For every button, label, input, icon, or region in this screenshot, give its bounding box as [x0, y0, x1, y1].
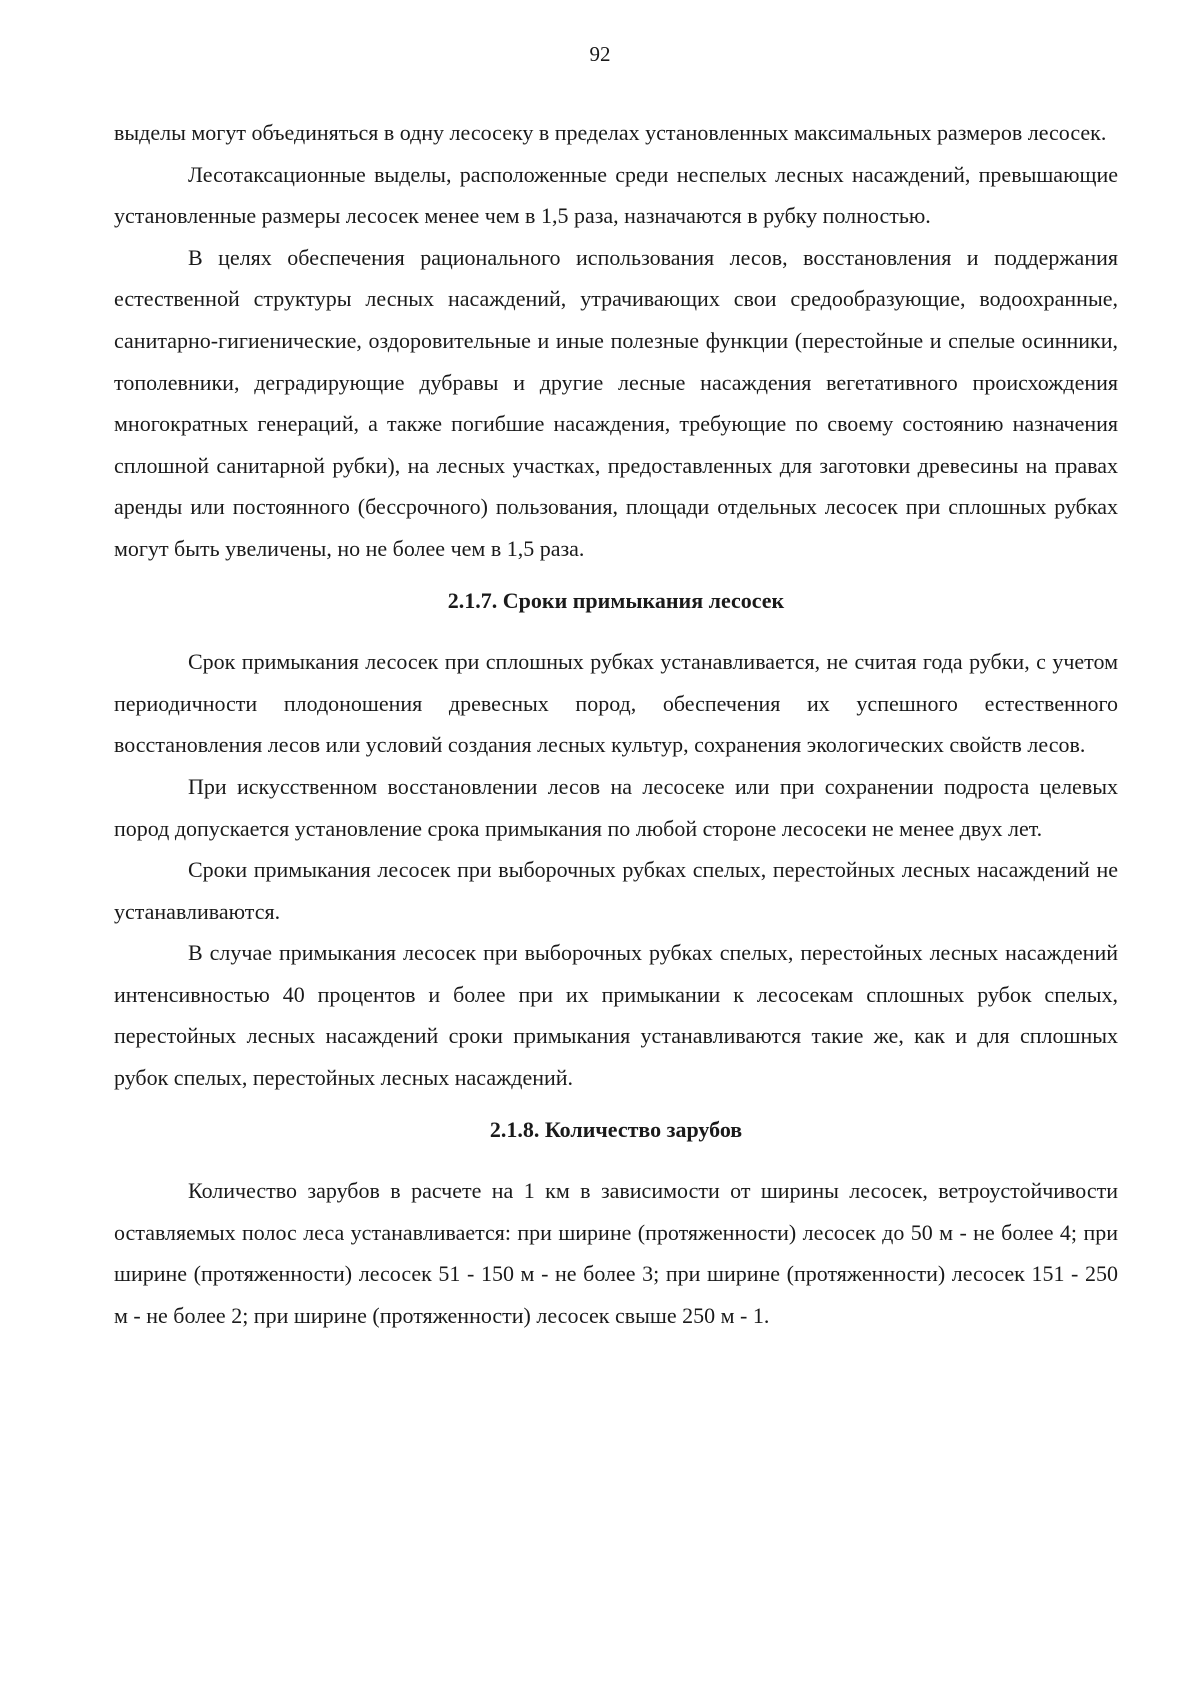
- paragraph: Срок примыкания лесосек при сплошных рубках устанавливается, не считая года рубки, с учетом периодичности плодоношения древесных пород, обеспечения их успешного естественного восстановления лесов или условий создания лесных культур, сохранения экологических свойств лесов.: [114, 649, 1118, 758]
- paragraph: При искусственном восстановлении лесов на лесосеке или при сохранении подроста целевых пород допускается установление срока примыкания по любой стороне лесосеки не менее двух лет.: [114, 773, 1118, 841]
- paragraph: В случае примыкания лесосек при выборочных рубках спелых, перестойных лесных насаждений интенсивностью 40 процентов и более при их примыкании к лесосекам сплошных рубок спелых, перестойных лесных насаждений сроки примыкания устанавливаются такие же, как и для сплошных рубок спелых, перестойных лесных насаждений.: [114, 940, 1118, 1091]
- page-content: [114, 112, 1118, 1337]
- paragraph: В целях обеспечения рационального использования лесов, восстановления и поддержания естественной структуры лесных насаждений, утрачивающих свои средообразующие, водоохранные, санитарно-гигиенические, оздоровительные и иные полезные функции (перестойные и спелые осинники, тополевники, деградирующие дубравы и другие лесные насаждения вегетативного происхождения многократных генераций, а также погибшие насаждения, требующие по своему состоянию назначения сплошной санитарной рубки), на лесных участках, предоставленных для заготовки древесины на правах аренды или постоянного (бессрочного) пользования, площади отдельных лесосек при сплошных рубках могут быть увеличены, но не более чем в 1,5 раза.: [114, 244, 1118, 561]
- section-heading-2-1-8: 2.1.8. Количество зарубов: [489, 1116, 743, 1142]
- paragraph: Лесотаксационные выделы, расположенные среди неспелых лесных насаждений, превышающие установленные размеры лесосек менее чем в 1,5 раза, назначаются в рубку полностью.: [114, 161, 1118, 229]
- paragraph: Сроки примыкания лесосек при выборочных рубках спелых, перестойных лесных насаждений не устанавливаются.: [114, 857, 1118, 924]
- section-heading-2-1-7: 2.1.7. Сроки примыкания лесосек: [447, 587, 785, 613]
- paragraph: выделы могут объединяться в одну лесосеку в пределах установленных максимальных размеров лесосек.: [114, 120, 1107, 145]
- page-number: 92: [589, 42, 611, 66]
- paragraph: Количество зарубов в расчете на 1 км в зависимости от ширины лесосек, ветроустойчивости оставляемых полос леса устанавливается: при ширине (протяженности) лесосек до 50 м - не более 4; при ширине (протяженности) лесосек 51 - 150 м - не более 3; при ширине (протяженности) лесосек 151 - 250 м - не более 2; при ширине (протяженности) лесосек свыше 250 м - 1.: [114, 1178, 1118, 1329]
